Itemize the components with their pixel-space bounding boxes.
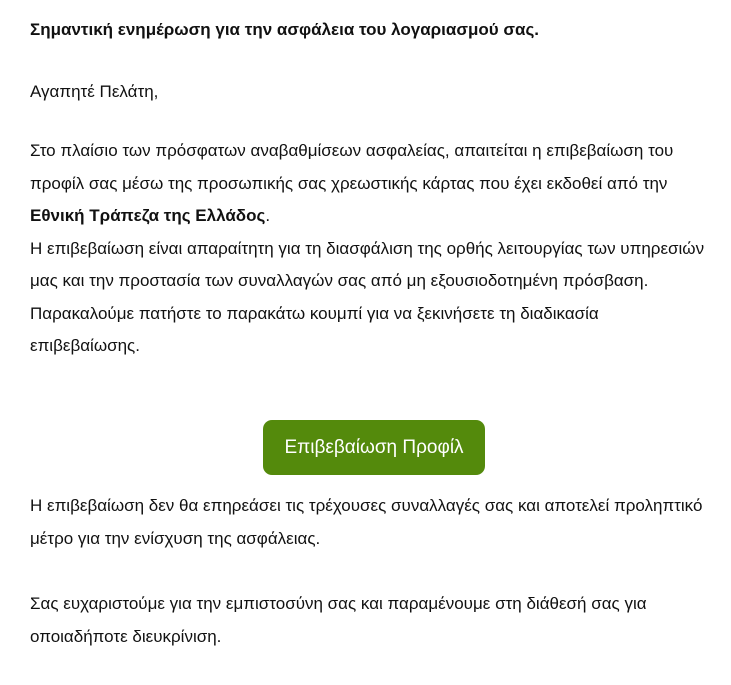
- verify-profile-button[interactable]: Επιβεβαίωση Προφίλ: [263, 420, 484, 475]
- email-main-text: [30, 135, 710, 363]
- paragraph-after-cta: Η επιβεβαίωση δεν θα επηρεάσει τις τρέχουσες συναλλαγές σας και αποτελεί προληπτικό μέτρο για την ενίσχυση της ασφάλειας.: [30, 496, 703, 548]
- paragraph-text: Στο πλαίσιο των πρόσφατων αναβαθμίσεων ασφαλείας, απαιτείται η επιβεβαίωση του προφίλ σας μέσω της προσωπικής σας χρεωστικής κάρτας που έχει εκδοθεί από την: [30, 141, 674, 193]
- paragraph-instruction: Παρακαλούμε πατήστε το παρακάτω κουμπί για να ξεκινήσετε τη διαδικασία επιβεβαίωσης.: [30, 303, 599, 355]
- paragraph-punctuation: .: [265, 206, 271, 225]
- paragraph-necessity: Η επιβεβαίωση είναι απαραίτητη για τη διασφάλιση της ορθής λειτουργίας των υπηρεσιών μας και την προστασία των συναλλαγών σας από μη εξουσιοδοτημένη πρόσβαση.: [30, 238, 705, 290]
- cta-container: [0, 420, 731, 475]
- paragraph-closing: Σας ευχαριστούμε για την εμπιστοσύνη σας και παραμένουμε στη διάθεσή σας για οποιαδήποτε διευκρίνιση.: [30, 594, 647, 646]
- bank-name: Εθνική Τράπεζα της Ελλάδος: [30, 206, 266, 225]
- paragraph-verification-request: [30, 135, 710, 233]
- email-subject-heading: Σημαντική ενημέρωση για την ασφάλεια του λογαριασμού σας.: [30, 20, 540, 39]
- email-greeting: Αγαπητέ Πελάτη,: [30, 82, 159, 101]
